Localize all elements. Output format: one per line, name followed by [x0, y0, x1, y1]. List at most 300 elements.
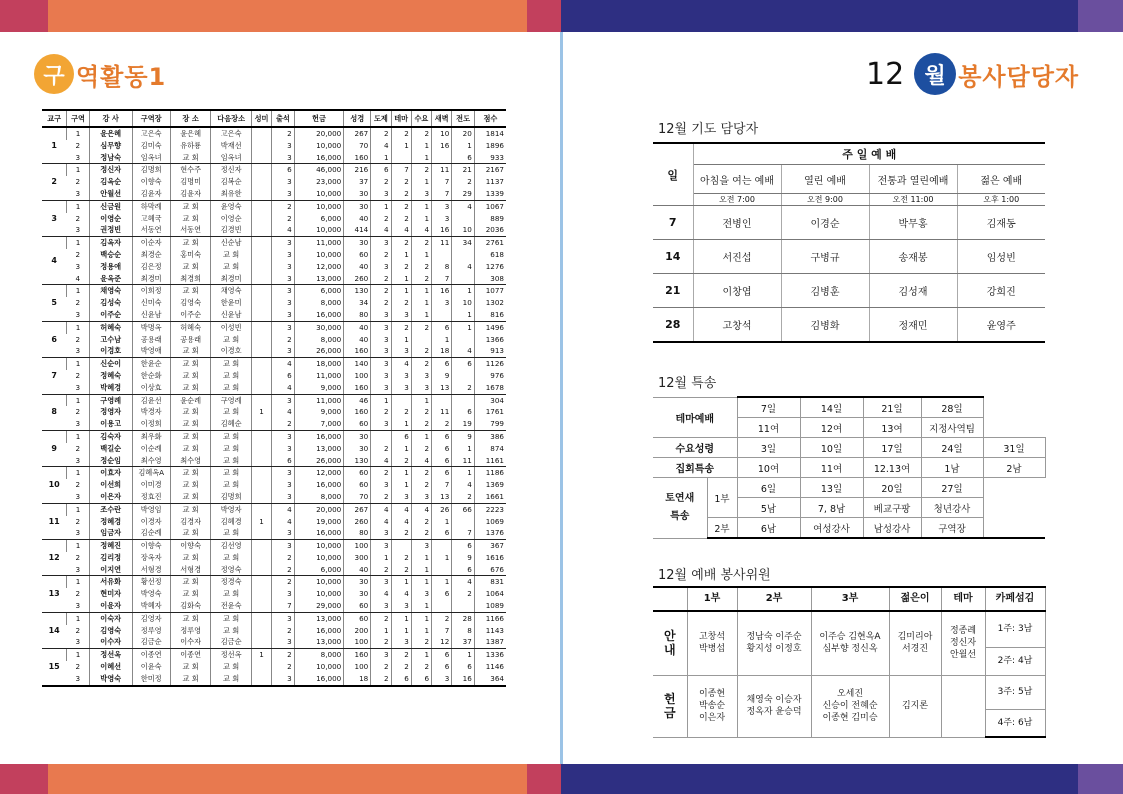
table-cell: 1 — [411, 297, 431, 309]
table-cell: 박혜자 — [132, 600, 170, 612]
table-cell: 3 — [67, 455, 90, 467]
table-cell: 이윤숙 — [132, 661, 170, 673]
table-cell — [251, 127, 271, 140]
table-cell: 1 — [452, 467, 475, 479]
table-cell: 고은숙 — [132, 127, 170, 140]
special-songs-table — [653, 396, 1046, 539]
table-cell: 3 — [67, 224, 90, 236]
table-cell: 1 — [67, 358, 90, 370]
table-cell — [251, 285, 271, 297]
table-cell: 40 — [344, 261, 371, 273]
table-cell: 29 — [452, 188, 475, 200]
table-cell — [371, 430, 391, 442]
table-cell: 1761 — [474, 406, 506, 418]
table-row — [42, 503, 506, 515]
table-cell: 2 — [411, 321, 431, 333]
table-cell: 367 — [474, 540, 506, 552]
table-cell: 3 — [272, 345, 295, 357]
table-cell: 4 — [371, 503, 391, 515]
table-cell: 4 — [67, 273, 90, 285]
table-cell — [251, 661, 271, 673]
table-row — [42, 649, 506, 661]
right-page-title — [866, 52, 1079, 96]
table-cell: 이순례 — [132, 443, 170, 455]
table-cell: 1366 — [474, 334, 506, 346]
table-cell: 12 — [432, 636, 452, 648]
table-cell: 1 — [251, 649, 271, 661]
table-cell: 2 — [371, 443, 391, 455]
table-cell: 김복순 — [211, 176, 252, 188]
table-cell: 618 — [474, 249, 506, 261]
table-cell — [251, 455, 271, 467]
table-cell: 고혜국 — [132, 213, 170, 225]
table-cell: 3 — [67, 636, 90, 648]
table-cell: 3 — [411, 588, 431, 600]
table-row — [42, 237, 506, 249]
table-row — [42, 467, 506, 479]
table-cell: 2 — [371, 127, 391, 140]
prayer-row — [653, 240, 1045, 274]
table-cell: 40 — [344, 334, 371, 346]
table-cell: 신순남 — [211, 237, 252, 249]
prayer-name: 김병화 — [781, 308, 869, 342]
table-cell: 23,000 — [294, 176, 344, 188]
table-cell: 2223 — [474, 503, 506, 515]
table-cell: 13,000 — [294, 273, 344, 285]
table-cell: 2 — [391, 297, 411, 309]
table-cell: 2 — [371, 612, 391, 624]
volunteer-column-header: 1부 — [687, 587, 737, 611]
table-row — [42, 273, 506, 285]
table-cell: 8 — [452, 625, 475, 637]
day-cell: 28 — [653, 308, 693, 342]
table-cell: 교 회 — [211, 625, 252, 637]
table-cell: 정선옥 — [89, 649, 132, 661]
table-cell: 김선영 — [211, 540, 252, 552]
table-cell: 교 회 — [170, 527, 211, 539]
table-cell: 박영숙 — [132, 588, 170, 600]
table-cell: 2 — [411, 636, 431, 648]
table-cell: 1 — [67, 164, 90, 176]
table-cell: 윤옥준 — [89, 273, 132, 285]
service-time: 오전 7:00 — [693, 194, 781, 206]
table-cell: 60 — [344, 612, 371, 624]
table-cell: 4 — [272, 358, 295, 370]
table-cell: 최수영 — [170, 455, 211, 467]
table-cell: 6 — [432, 649, 452, 661]
table-cell: 7 — [432, 273, 452, 285]
table-cell: 박혜경 — [89, 382, 132, 394]
table-cell: 고수남 — [89, 334, 132, 346]
table-cell: 2 — [75, 552, 81, 562]
prayer-name: 임성빈 — [957, 240, 1045, 274]
table-cell: 1 — [411, 612, 431, 624]
table-cell: 6 — [432, 455, 452, 467]
table-cell: 최경미 — [132, 273, 170, 285]
day-cell: 21 — [653, 274, 693, 308]
bottom-band-left-accent2 — [527, 764, 561, 794]
table-cell: 4 — [272, 382, 295, 394]
table-row — [42, 345, 506, 357]
table-cell — [432, 564, 452, 576]
table-cell: 박영임 — [132, 503, 170, 515]
title-circle-badge: 구 — [34, 54, 74, 94]
table-row — [42, 321, 506, 333]
offering-label-char-1: 헌 — [663, 692, 676, 706]
table-cell: 1 — [251, 406, 271, 418]
title-text: 역활동1 — [76, 62, 167, 91]
prayer-name: 구병규 — [781, 240, 869, 274]
table-cell: 3 — [391, 491, 411, 503]
table-cell: 4 — [371, 140, 391, 152]
column-header: 구역 — [67, 110, 90, 127]
table-cell: 1 — [67, 237, 90, 249]
table-cell: 심무향 — [89, 140, 132, 152]
district-number: 1 — [42, 127, 67, 164]
table-cell: 교 회 — [211, 430, 252, 442]
table-row — [42, 600, 506, 612]
saturday-label-1: 토연새 — [665, 492, 695, 504]
table-cell: 3 — [411, 188, 431, 200]
prayer-name: 박무홍 — [869, 206, 957, 240]
table-cell: 16,000 — [294, 309, 344, 321]
table-cell: 10,000 — [294, 140, 344, 152]
table-cell: 2 — [432, 418, 452, 430]
table-cell: 2036 — [474, 224, 506, 236]
table-cell: 1 — [371, 200, 391, 212]
saturday-label-2: 특송 — [670, 510, 690, 522]
table-cell: 정신자 — [89, 164, 132, 176]
table-cell: 37 — [344, 176, 371, 188]
table-cell: 3 — [432, 200, 452, 212]
guide-label — [653, 611, 687, 675]
table-cell: 교 회 — [211, 527, 252, 539]
table-cell — [251, 467, 271, 479]
column-header: 전도 — [452, 110, 475, 127]
table-cell — [251, 261, 271, 273]
service-time: 오전 9:00 — [781, 194, 869, 206]
table-cell — [452, 600, 475, 612]
wednesday-date: 31일 — [983, 438, 1045, 458]
table-cell: 교 회 — [170, 237, 211, 249]
table-cell: 교 회 — [170, 467, 211, 479]
district-number: 8 — [42, 394, 67, 430]
column-header: 다음장소 — [211, 110, 252, 127]
table-cell: 교 회 — [170, 370, 211, 382]
table-cell: 교 회 — [170, 673, 211, 686]
table-cell: 913 — [474, 345, 506, 357]
table-cell: 김영숙 — [170, 297, 211, 309]
prayer-name: 서진섭 — [693, 240, 781, 274]
table-cell: 이향숙 — [170, 540, 211, 552]
table-cell — [251, 430, 271, 442]
table-cell: 6 — [452, 564, 475, 576]
table-cell: 교 회 — [170, 612, 211, 624]
prayer-name: 정재민 — [869, 308, 957, 342]
table-cell: 2 — [411, 418, 431, 430]
table-cell: 18,000 — [294, 358, 344, 370]
table-cell: 3 — [272, 673, 295, 686]
table-cell: 교 회 — [211, 382, 252, 394]
table-row — [42, 455, 506, 467]
offering-volunteers: 김지론 — [889, 675, 941, 737]
table-cell — [251, 576, 271, 588]
table-cell: 이지연 — [89, 564, 132, 576]
table-cell: 1 — [391, 625, 411, 637]
table-cell — [452, 213, 475, 225]
table-cell: 6 — [432, 443, 452, 455]
saturday-part1-assignee: 청년강사 — [921, 498, 983, 518]
table-row — [42, 564, 506, 576]
table-cell: 1 — [452, 140, 475, 152]
table-cell: 3 — [272, 309, 295, 321]
table-cell: 김영숙 — [89, 625, 132, 637]
table-cell: 1 — [67, 612, 90, 624]
table-cell — [251, 491, 271, 503]
table-cell: 7 — [432, 176, 452, 188]
table-cell — [432, 249, 452, 261]
saturday-date: 20일 — [863, 478, 921, 498]
table-cell: 윤순례 — [170, 394, 211, 406]
table-cell: 1 — [411, 625, 431, 637]
table-cell: 30 — [344, 237, 371, 249]
volunteer-column-header: 젊은이 — [889, 587, 941, 611]
table-cell: 9 — [452, 552, 475, 564]
top-band-left-accent — [0, 0, 48, 32]
table-cell: 최수영 — [132, 455, 170, 467]
wednesday-date: 17일 — [863, 438, 921, 458]
table-cell: 1387 — [474, 636, 506, 648]
table-cell: 윤영숙 — [211, 200, 252, 212]
district-number: 5 — [42, 285, 67, 321]
table-cell: 서동연 — [132, 224, 170, 236]
column-header: 구역장 — [132, 110, 170, 127]
table-cell: 40 — [344, 321, 371, 333]
table-cell: 정용애 — [89, 261, 132, 273]
table-cell: 13 — [432, 382, 452, 394]
table-cell: 4 — [452, 576, 475, 588]
table-cell: 박경자 — [132, 406, 170, 418]
table-row — [42, 612, 506, 624]
table-cell: 799 — [474, 418, 506, 430]
column-header: 새벽 — [432, 110, 452, 127]
table-cell: 6 — [432, 661, 452, 673]
table-cell: 2 — [75, 625, 81, 635]
table-cell: 2 — [371, 491, 391, 503]
top-band-right — [561, 0, 1123, 32]
table-cell: 교 회 — [211, 661, 252, 673]
table-cell: 4 — [391, 224, 411, 236]
table-cell: 서형경 — [132, 564, 170, 576]
table-cell: 2 — [371, 564, 391, 576]
table-cell: 1 — [432, 516, 452, 528]
column-header: 수요 — [411, 110, 431, 127]
volunteer-column-header: 카페섬김 — [985, 587, 1045, 611]
column-header: 강 사 — [89, 110, 132, 127]
table-cell: 2 — [452, 176, 475, 188]
table-cell: 1146 — [474, 661, 506, 673]
table-cell: 이주순 — [170, 309, 211, 321]
table-cell: 최경순 — [132, 249, 170, 261]
table-cell: 1369 — [474, 479, 506, 491]
table-cell — [251, 334, 271, 346]
table-cell: 1661 — [474, 491, 506, 503]
table-cell: 교 회 — [170, 443, 211, 455]
table-cell: 12,000 — [294, 467, 344, 479]
table-cell: 1 — [411, 309, 431, 321]
table-cell: 1 — [391, 334, 411, 346]
table-cell — [251, 527, 271, 539]
table-cell: 16,000 — [294, 673, 344, 686]
table-row — [42, 224, 506, 236]
table-cell: 3 — [67, 418, 90, 430]
title-text: 봉사담당자 — [958, 62, 1080, 91]
table-cell: 3 — [371, 479, 391, 491]
table-cell: 1126 — [474, 358, 506, 370]
table-cell: 이성빈 — [211, 321, 252, 333]
table-cell: 7 — [432, 479, 452, 491]
table-cell: 3 — [411, 540, 431, 552]
table-cell: 1 — [411, 140, 431, 152]
table-cell: 3 — [272, 612, 295, 624]
table-cell: 140 — [344, 358, 371, 370]
table-cell: 11,000 — [294, 394, 344, 406]
table-cell: 김혜경 — [211, 516, 252, 528]
table-cell: 816 — [474, 309, 506, 321]
district-number: 13 — [42, 576, 67, 612]
table-cell: 교 회 — [170, 261, 211, 273]
table-cell: 364 — [474, 673, 506, 686]
table-cell: 2 — [391, 261, 411, 273]
table-cell: 김명희 — [211, 491, 252, 503]
table-cell: 조수란 — [89, 503, 132, 515]
table-cell: 2 — [391, 661, 411, 673]
table-row — [42, 358, 506, 370]
theme-date: 7일 — [737, 397, 800, 418]
table-cell — [452, 516, 475, 528]
table-cell: 한윤미 — [211, 297, 252, 309]
table-cell: 30,000 — [294, 321, 344, 333]
saturday-part1-assignee: 7, 8남 — [800, 498, 863, 518]
prayer-name: 고창석 — [693, 308, 781, 342]
table-cell: 2 — [75, 140, 81, 150]
table-cell: 1 — [67, 321, 90, 333]
table-cell — [251, 564, 271, 576]
table-cell — [452, 334, 475, 346]
table-cell: 교 회 — [170, 479, 211, 491]
wednesday-assignee: 2남 — [983, 458, 1045, 478]
table-cell: 2 — [272, 649, 295, 661]
table-cell: 13,000 — [294, 636, 344, 648]
table-cell: 교 회 — [211, 249, 252, 261]
table-cell: 10,000 — [294, 188, 344, 200]
column-header: 도제 — [371, 110, 391, 127]
table-cell: 4 — [411, 224, 431, 236]
table-cell: 1302 — [474, 297, 506, 309]
table-cell: 1 — [411, 600, 431, 612]
table-cell: 이영순 — [211, 213, 252, 225]
offering-volunteers: 오세진 신승이 전혜순 이종현 김미승 — [811, 675, 889, 737]
table-cell: 3 — [272, 152, 295, 164]
table-row — [42, 443, 506, 455]
table-cell: 10,000 — [294, 249, 344, 261]
table-cell: 1069 — [474, 516, 506, 528]
table-cell: 1 — [411, 576, 431, 588]
table-cell: 2 — [75, 516, 81, 526]
table-cell: 100 — [344, 370, 371, 382]
table-cell — [251, 443, 271, 455]
table-cell: 6 — [452, 152, 475, 164]
table-cell: 2 — [272, 625, 295, 637]
table-cell: 2 — [75, 443, 81, 453]
table-cell: 3 — [272, 394, 295, 406]
table-cell: 이미경 — [132, 479, 170, 491]
table-cell — [251, 673, 271, 686]
table-cell: 교 회 — [170, 345, 211, 357]
table-cell — [251, 479, 271, 491]
table-row — [42, 297, 506, 309]
service-column-header: 전통과 열린예배 — [869, 165, 957, 194]
table-cell: 교 회 — [170, 358, 211, 370]
table-cell: 허혜숙 — [89, 321, 132, 333]
table-cell: 2 — [272, 576, 295, 588]
table-cell: 26,000 — [294, 455, 344, 467]
table-cell: 2 — [411, 406, 431, 418]
table-cell: 1 — [411, 200, 431, 212]
table-cell: 308 — [474, 273, 506, 285]
table-header-row — [42, 110, 506, 127]
district-number: 2 — [42, 164, 67, 200]
table-cell: 교 회 — [170, 430, 211, 442]
table-cell: 1 — [411, 152, 431, 164]
volunteer-corner-header — [653, 587, 687, 611]
table-cell: 300 — [344, 552, 371, 564]
table-row — [42, 625, 506, 637]
volunteers-section-title: 12월 예배 봉사위원 — [658, 568, 771, 583]
table-cell: 3 — [371, 527, 391, 539]
table-cell: 정혜진 — [89, 540, 132, 552]
table-cell: 160 — [344, 382, 371, 394]
table-cell: 교 회 — [170, 213, 211, 225]
table-cell: 3 — [67, 564, 90, 576]
table-cell: 2 — [371, 176, 391, 188]
table-cell — [432, 309, 452, 321]
table-cell: 김경자 — [170, 516, 211, 528]
saturday-date: 13일 — [800, 478, 863, 498]
table-cell: 채영숙 — [211, 285, 252, 297]
table-cell: 20 — [452, 127, 475, 140]
table-cell: 교 회 — [211, 455, 252, 467]
table-cell: 이순자 — [132, 237, 170, 249]
table-cell: 교 회 — [211, 334, 252, 346]
table-cell: 최경미 — [211, 273, 252, 285]
table-cell: 37 — [452, 636, 475, 648]
table-cell — [251, 200, 271, 212]
table-cell: 윤은혜 — [170, 127, 211, 140]
table-cell: 26 — [432, 503, 452, 515]
table-cell: 백승순 — [89, 249, 132, 261]
table-cell: 김윤자 — [170, 188, 211, 200]
table-cell — [251, 237, 271, 249]
table-cell — [251, 152, 271, 164]
table-cell: 933 — [474, 152, 506, 164]
table-cell: 공용래 — [132, 334, 170, 346]
table-cell: 2 — [75, 662, 81, 672]
table-cell: 김혜옥A — [132, 467, 170, 479]
table-cell: 3 — [272, 527, 295, 539]
table-cell: 서동연 — [170, 224, 211, 236]
table-cell: 박영애 — [132, 345, 170, 357]
